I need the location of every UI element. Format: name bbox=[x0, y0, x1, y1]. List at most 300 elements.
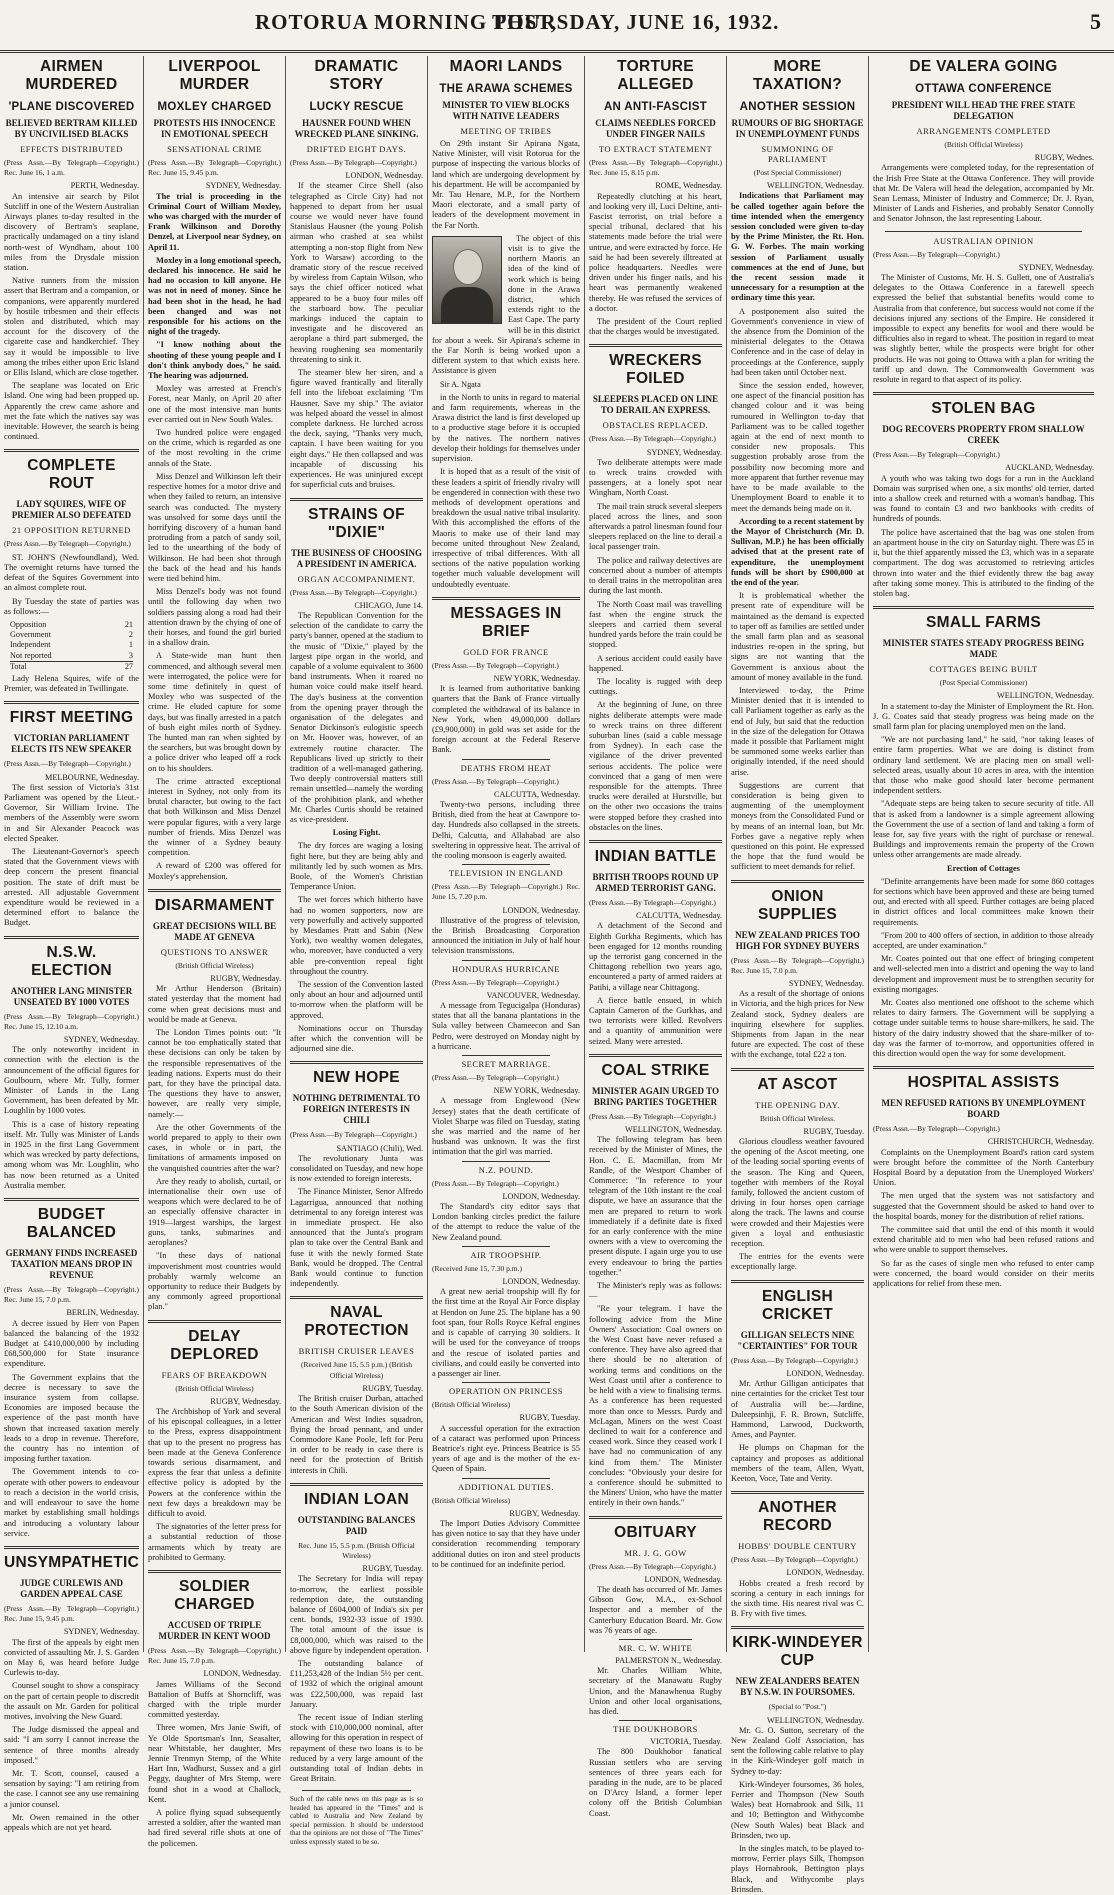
headline: DE VALERA GOING bbox=[909, 58, 1058, 75]
deck: COTTAGES BEING BUILT bbox=[929, 664, 1038, 675]
paragraph: Are the other Governments of the world prepared to apply to their own cases, in whole or in part, the limitations of armaments imposed on the vanquished countries after the war? bbox=[148, 1122, 281, 1173]
subheadline: AUSTRALIAN OPINION bbox=[933, 235, 1034, 246]
dateline: RUGBY, Tuesday. bbox=[362, 1383, 423, 1393]
credit-line: (British Official Wireless) bbox=[432, 1495, 511, 1505]
paragraph: James Williams of the Second Battalion of Buffs at Shorncliff, was charged with the triple murder committed yesterday. bbox=[148, 1679, 281, 1720]
article-divider bbox=[4, 701, 139, 704]
paragraph: Counsel sought to show a conspiracy on the part of certain people to discredit the assault on Mr. Garden for political motives, involving the New Guard. bbox=[4, 1681, 139, 1721]
deck: NEW ZEALANDERS BEATEN BY N.S.W. IN FOURSOMES. bbox=[735, 1676, 860, 1698]
paragraph: Mr. Coates also mentioned one offshoot to the scheme which relates to dairy farmers. The Government will be supplying a cottage under suitable terms to house share-milkers, he said. The history of the dairy industry showed that the share-milker of to-day was the farmer of to-morrow, and opportunities offered in this direction would open the way for some development. bbox=[873, 998, 1094, 1059]
deck: VICTORIAN PARLIAMENT ELECTS ITS NEW SPEAKER bbox=[11, 733, 132, 755]
article-divider bbox=[731, 1491, 864, 1494]
article-maori-lands bbox=[432, 58, 580, 590]
paragraph: The first of the appeals by eight men convicted of assaulting Mr. J. S. Garden on May 6, was heard before Judge Curlewis to-day. bbox=[4, 1637, 139, 1678]
headline: ANOTHER RECORD bbox=[758, 1499, 837, 1535]
deck: BRITISH TROOPS ROUND UP ARMED TERRORIST GANG. bbox=[592, 871, 719, 893]
party-count: 2 bbox=[128, 630, 133, 640]
table-total-row bbox=[10, 661, 133, 672]
article-obituary bbox=[589, 1524, 722, 1819]
credit-line: (Press Assn.—By Telegraph—Copyright.) bbox=[290, 158, 417, 167]
article-wreckers-foiled bbox=[589, 352, 722, 833]
paragraph: ST. JOHN'S (Newfoundland), Wed. The overnight returns have turned the defeat of the Squires Government into an almost complete rout. bbox=[4, 552, 139, 593]
credit-line: (Press Assn.—By Telegraph—Copyright.) bbox=[432, 1178, 559, 1188]
dateline: CALCUTTA, Wednesday. bbox=[635, 911, 722, 921]
dateline: RUGBY, Wednesday. bbox=[210, 1396, 281, 1406]
dateline: LONDON, Wednesday. bbox=[203, 1669, 281, 1679]
paragraph: On 29th instant Sir Apirana Ngata, Native Minister, will visit Rotorua for the purpose of inspecting the various blocks of land which are undergoing development by his department. He will be accompanied by Mr. Tau Henare, M.P., for the Northern Maori electorate, and a small party of leaders of the development movement in the Far North. bbox=[432, 139, 580, 230]
paragraph: Moxley was arrested at French's Forest, near Manly, on April 20 after one of the most intensive man hunts ever carried out in New South Wales. bbox=[148, 384, 281, 424]
article-small-farms bbox=[873, 614, 1094, 1059]
paragraph: A decree issued by Herr von Papen balanced the balancing of the 1932 Budget at £410,000,000 by including £68,500,000 for State insurance expenditure. bbox=[4, 1318, 139, 1369]
paragraph: Two hundred police were engaged on the crime, which is regarded as one of the most revolting in the crime annals of the State. bbox=[148, 428, 281, 468]
dateline: VANCOUVER, Wednesday. bbox=[486, 990, 580, 1000]
credit-line: (Press Assn.—By Telegraph—Copyright.) bbox=[589, 1561, 716, 1571]
article-divider bbox=[873, 392, 1094, 395]
paragraph: Mr Arthur Henderson (Britain) stated yesterday that the moment had come when great decisions must and would be made at Geneva. bbox=[148, 984, 281, 1024]
credit-line: (Press Assn.—By Telegraph—Copyright.) bbox=[589, 434, 716, 444]
credit-line: (British Official Wireless) bbox=[432, 1400, 511, 1410]
divider bbox=[462, 759, 550, 760]
subheadline: ANOTHER SESSION bbox=[739, 101, 856, 113]
paragraph: The signatories of the letter press for a substantial reduction of those armaments which by treaty are prohibited to Germany. bbox=[148, 1522, 281, 1562]
headline: AT ASCOT bbox=[757, 1075, 838, 1093]
divider bbox=[462, 1478, 550, 1479]
article-another-record bbox=[731, 1499, 864, 1619]
paragraph: A great new aerial troopship will fly for the first time at the Royal Air Force display at Hendon on June 25. The biplane has a 90 foot span, four Rolls Royce Kefral engines and is capable of carrying 30 soldiers. It will be used for the conveyance of troops and the rescue of isolated parties and civilians, and could easily be converted into a passenger air liner. bbox=[432, 1287, 580, 1378]
article-de-valera-going bbox=[873, 58, 1094, 225]
deck: THE OPENING DAY. bbox=[755, 1099, 840, 1110]
credit-line: (British Official Wireless) bbox=[175, 1383, 254, 1393]
article-first-meeting bbox=[4, 709, 139, 928]
dateline: RUGBY, Wednesday. bbox=[509, 1508, 580, 1518]
paragraph: Kirk-Windeyer foursomes, 36 holes, Ferrier and Thompson (New South Wales) beat Hornabrook and Silk, 11 and 10; Bettington and Withycombe (New South Wales) beat Black and Brinsden, two up. bbox=[731, 1779, 864, 1840]
headline: TORTURE ALLEGED bbox=[617, 58, 694, 93]
paragraph: Mr. Charles William White, secretary of the Manawatu Rugby Union, and the Manawhenua Rugby Union and other local organisations, has died. bbox=[589, 1666, 722, 1716]
paragraph: The police and railway detectives are concerned about a number of attempts to derail trains in the metropolitan area during the last month. bbox=[589, 555, 722, 596]
headline: STOLEN BAG bbox=[931, 400, 1036, 418]
article-divider bbox=[148, 1320, 281, 1323]
dateline: NEW YORK, Wednesday. bbox=[493, 1086, 580, 1096]
article-messages-in-brief bbox=[432, 605, 580, 1570]
article-unsympathetic bbox=[4, 1554, 139, 1833]
headline: DELAY DEPLORED bbox=[170, 1327, 259, 1363]
dateline: PALMERSTON N., Wednesday. bbox=[615, 1655, 722, 1665]
dateline: LONDON, Wednesday. bbox=[502, 1191, 580, 1201]
party-count: 1 bbox=[128, 640, 133, 650]
paragraph: The outstanding balance of £11,253,428 of the Indian 5½ per cent. of 1932 of which the original amount was £22,500,000, was repaid last January. bbox=[290, 1658, 423, 1709]
paragraph: Twenty-two persons, including three British, died from the heat at Cawnpore to-day. Hundreds also collapsed in the streets. Delhi, Calcutta, and Allahabad are also sweltering in oppressive heat. The arrival of the cooling monsoon is eagerly awaited. bbox=[432, 799, 580, 860]
paragraph: The first session of Victoria's 31st Parliament was opened by the Lieut.-Governor, Sir William Irvine. The members of the Assembly were sworn in and Sir Alexander Peacock was elected Speaker. bbox=[4, 782, 139, 843]
paragraph: An intensive air search by Pilot Sutcliff in one of the Western Australian Airways planes to-day resulted in the discovery of Bertram's seaplane, practically undamaged on a tiny island north-west of Wyndham, about 100 miles from the Drysdale mission station. bbox=[4, 191, 139, 273]
headline: COAL STRIKE bbox=[601, 1061, 710, 1079]
subheadline: OTTAWA CONFERENCE bbox=[915, 83, 1052, 95]
brief-heading: ADDITIONAL DUTIES. bbox=[457, 1481, 555, 1492]
headline: WRECKERS FOILED bbox=[609, 352, 702, 388]
party-count: 3 bbox=[128, 650, 133, 660]
paragraph: The recent issue of Indian sterling stock with £10,000,000 nominal, after allowing for this operation in respect of repayment of these two loans is to be reduced by a very large amount of the outstanding total of Indian debts in Great Britain. bbox=[290, 1712, 423, 1784]
deck: SLEEPERS PLACED ON LINE TO DERAIL AN EXPRESS. bbox=[592, 394, 719, 416]
paragraph: The object of this visit is to give the northern Maoris an idea of the kind of work which is being done in the Arawa district, which extends right to the East Cape. The party will be in this district for about a week. Sir Apirana's scheme in the Far North is being worked upon a different system to that which exists here. Assistance is given bbox=[432, 233, 580, 376]
credit-line: (Press Assn.—By Telegraph—Copyright.) bbox=[4, 539, 131, 549]
paragraph: The Minister's reply was as follows:— bbox=[589, 1281, 722, 1301]
deck: JUDGE CURLEWIS AND GARDEN APPEAL CASE bbox=[19, 1577, 124, 1599]
paragraph: The dry forces are waging a losing fight here, but they are being ably and militantly led by such women as Mrs. Boole, of the Women's Christian Temperance Union. bbox=[290, 841, 423, 892]
article-onion-supplies bbox=[731, 888, 864, 1061]
brief-heading: SECRET MARRIAGE. bbox=[461, 1059, 551, 1070]
brief-heading: AIR TROOPSHIP. bbox=[470, 1249, 542, 1260]
subhead: Losing Fight. bbox=[332, 828, 381, 838]
deck: HAUSNER FOUND WHEN WRECKED PLANE SINKING. bbox=[294, 118, 419, 139]
paragraph: The Archbishop of York and several of his episcopal colleagues, in a letter to the Press, express disappointment that up to the present no progress has been made at the Geneva Conference towards serious disarmament, and express the fear that unless a definite effective policy is adopted by the Powers at the conference within the next few days a breakdown may be difficult to avoid. bbox=[148, 1406, 281, 1518]
headline: OBITUARY bbox=[614, 1523, 697, 1541]
headline: INDIAN LOAN bbox=[304, 1490, 409, 1508]
headline: N.S.W. ELECTION bbox=[31, 943, 112, 979]
deck: RUMOURS OF BIG SHORTAGE IN UNEMPLOYMENT FUNDS bbox=[731, 118, 864, 139]
paragraph: The revolutionary Junta was consolidated on Tuesday, and new hope is now extended to foreign interests. bbox=[290, 1153, 423, 1184]
article-divider bbox=[290, 498, 423, 501]
paragraph: The Judge dismissed the appeal and said: "I am sorry I cannot increase the sentence of three months already imposed." bbox=[4, 1725, 139, 1765]
masthead bbox=[0, 0, 1114, 53]
paragraph: This is a case of history repeating itself. Mr. Tully was Minister of Lands in 1925 in the first Lang Government which was wrecked by party defections, among whom was Mr. Loughlin, who has now been returned as a United Australia member. bbox=[4, 1119, 139, 1190]
paragraph: The following telegram has been received by the Minister of Mines, the Hon. C. E. Macmillan, from Mr Randle, of the Westport Chamber of Commerce: "In reference to your telegram of the 10th instant re the coal dispute, we have an assurance that the men are prepared to return to work immediately if a definite date is fixed for an early conference with the mine owners with a view to overcoming the present dispute. I again urge you to use every endeavour to bring the parties together." bbox=[589, 1135, 722, 1277]
dateline: SYDNEY, Wednesday. bbox=[788, 979, 864, 989]
article-divider bbox=[873, 606, 1094, 609]
deck: PRESIDENT WILL HEAD THE FREE STATE DELEGATION bbox=[891, 100, 1076, 121]
credit-line: (British Official Wireless) bbox=[175, 960, 254, 970]
credit-line: (Press Assn.—By Telegraph—Copyright.) bbox=[731, 1555, 858, 1565]
paragraph: The Republican Convention for the selection of the candidate to carry the party's banner, opened at the stadium to the music of "Dixie," played by the largest pipe organ in the world, and capable of a volume equivalent to 3600 band instruments. When it roared no human voice could make itself heard. The day's business at the convention from the opening prayer through the organisation of the delegates and Senator Dickinson's eulogistic speech on Mr. Hoover was, however, of an extremely routine character. The Republicans lived up strictly to their tradition of a well-managed gathering. Two deeply controversial matters still remain unsettled—namely the wording of the prohibition plank, and whether Mr. Charles Curtis should be retained as vice-president. bbox=[290, 610, 423, 824]
paragraph: "Definite arrangements have been made for some 860 cottages for sections which have been approved and these are being turned out, and erected with all speed. Further cottages are being placed in district offices and local committees make known their requirements. bbox=[873, 876, 1094, 927]
dateline: WELLINGTON, Wednesday. bbox=[997, 691, 1094, 701]
paragraph: It is hoped that as a result of the visit of these leaders a spirit of friendly rivalry will be engendered in connection with these two methods of development operations and breakdown the usual native tribal insularity. With this accomplished the efforts of the Maoris to make use of their land may become united throughout New Zealand, irrespective of tribal differences. With all sections of the native population working together much valuable development will undoubtedly eventuate. bbox=[432, 467, 580, 589]
divider bbox=[462, 1161, 550, 1162]
divider bbox=[462, 960, 550, 961]
paragraph: In a statement to-day the Minister of Employment the Rt. Hon. J. G. Coates said that steady progress was being made on the small farm plan for placing unemployed men on the land. bbox=[873, 701, 1094, 731]
headline: MESSAGES IN BRIEF bbox=[450, 604, 562, 640]
paragraph: The Import Duties Advisory Committee has given notice to say that they have under consideration recommending temporary additional duties on iron and steel products to be continued for an indefinite period. bbox=[432, 1518, 580, 1569]
credit-line: (Press Assn.—By Telegraph—Copyright.) Rec. June 15, 7.0 p.m. bbox=[4, 1285, 139, 1305]
portrait-photo bbox=[432, 236, 502, 324]
subhead: Erection of Cottages bbox=[947, 863, 1020, 873]
dateline: LONDON, Wednesday. bbox=[502, 905, 580, 915]
headline: DRAMATIC STORY bbox=[314, 58, 399, 93]
deck: GREAT DECISIONS WILL BE MADE AT GENEVA bbox=[152, 920, 277, 942]
article-soldier-charged bbox=[148, 1578, 281, 1849]
headline: LIVERPOOL MURDER bbox=[168, 58, 261, 93]
article-liverpool-murder bbox=[148, 58, 281, 882]
credit-line: (Post Special Commissioner) bbox=[939, 678, 1028, 688]
credit-line: (Press Assn.—By Telegraph—Copyright.) bbox=[432, 977, 559, 987]
article-complete-rout bbox=[4, 457, 139, 694]
article-divider bbox=[4, 449, 139, 452]
paragraph: Indications that Parliament may be called together again before the time intended when the emergency session concluded were given to-day by the Prime Minister, the Rt. Hon. G. W. Forbes. The main working session of Parliament usually commences at the end of June, but the recent session made it unnecessary for a resumption at the ordinary time this year. bbox=[731, 191, 864, 303]
headline: COMPLETE ROUT bbox=[27, 457, 116, 493]
paragraph: Interviewed to-day, the Prime Minister denied that it is intended to call Parliament together as early as the end of July, but said that the reduction in the size of the delegation for Ottawa made it possible that Parliament might be summoned some weeks earlier than originally intended, if the need should arise. bbox=[731, 685, 864, 777]
brief-heading: N.Z. POUND. bbox=[478, 1164, 534, 1175]
article-indian-loan bbox=[290, 1491, 423, 1847]
paragraph: Mr. Coates pointed out that one effect of bringing competent and well-selected men into a district and opening the way to land development and improvement must be to strengthen security for existing mortgages. bbox=[873, 954, 1094, 994]
paragraph: A fierce battle ensued, in which Captain Cameron of the Gurkhas, and two terrorists were killed. Revolvers and a quantity of ammunition were seized. Many were arrested. bbox=[589, 995, 722, 1046]
deck: GILLIGAN SELECTS NINE "CERTAINTIES" FOR TOUR bbox=[737, 1329, 858, 1351]
brief-heading: GOLD FOR FRANCE bbox=[463, 646, 549, 657]
paragraph: Glorious cloudless weather favoured the opening of the Ascot meeting, one of the leading social sporting events of the season. The King and Queen, together with members of the Royal family, followed the ancient custom of driving in four horses open carriage along the track. The lawns and course were crowded and their Majesties were given a loyal and enthusiastic reception. bbox=[731, 1137, 864, 1249]
deck: TO EXTRACT STATEMENT bbox=[598, 144, 713, 154]
credit-line: (Press Assn.—By Telegraph—Copyright.) Rec. June 15, 9.45 p.m. bbox=[148, 158, 281, 178]
paragraph: Mr. G. O. Sutton, secretary of the New Zealand Golf Association, has sent the following cable relative to play in the Kirk-Windeyer golf match in Sydney to-day: bbox=[731, 1725, 864, 1776]
deck: QUESTIONS TO ANSWER bbox=[160, 946, 269, 957]
divider bbox=[462, 1382, 550, 1383]
paragraph: The British cruiser Durban, attached to the South American division of the American and West Indies squadron, flying the broad pennant, and under Commodore Kane Poole, left for Peru in order to be ready in case there is need for the protection of British interests in Chili. bbox=[290, 1394, 423, 1475]
paragraph: Hobbs created a fresh record by scoring a century in each innings for the sixth time. His nearest rival was C. B. Fry with five times. bbox=[731, 1578, 864, 1619]
paragraph: The seaplane was located on Eric Island. One wing had been propped up. Apparently the crew came ashore and met the fate which the natives say was inevitable. However, the search is being continued. bbox=[4, 381, 139, 442]
paragraph: Mr. T. Scott, counsel, caused a sensation by saying: "I am retiring from the case. I cannot see any use remaining a junior counsel. bbox=[4, 1768, 139, 1809]
article-divider bbox=[873, 1066, 1094, 1069]
paragraph: A detachment of the Second and Eighth Gurkha Regiments, which has been engaged for 12 months rounding up the terrorist gang concerned in the Chittagong rebellion two years ago, encountered a party of armed raiders at Patihi, a village near Chittagong. bbox=[589, 921, 722, 992]
paragraph: Since the session ended, however, one aspect of the financial position has changed colour and it was being rumoured in Wellington to-day that Parliament was to be called together again at the end of next month to consider new proposals. This suggestion probably arose from the possibility now becoming more and more apparent that further revenue may have to be made available to the Unemployment Board to enable it to meet the demands being made on it. bbox=[731, 381, 864, 513]
total-count: 27 bbox=[113, 661, 133, 672]
deck: EFFECTS DISTRIBUTED bbox=[20, 144, 123, 154]
paragraph: The crime attracted exceptional interest in Sydney, not only from its brutal character, but owing to the fact that both Wilkinson and Miss Denzel were popular figures, with a very large number of friends. Miss Denzel was the winner of a Sydney beauty competition. bbox=[148, 776, 281, 858]
paragraph: Mr. Arthur Gilligan anticipates that nine certainties for the cricket Test tour of Australia will be:—Jardine, Duleepsinhji, F. R. Brown, Sutcliffe, Hammond, Larwood, Duckworth, Ames, and Paynter. bbox=[731, 1379, 864, 1440]
article-at-ascot bbox=[731, 1076, 864, 1273]
paragraph: Moxley in a long emotional speech, declared his innocence. He said he had no occasion to kill anyone. He was not in need of money. Since he had been shot in the head, he had been changed and was not responsible for his actions on the night of the tragedy. bbox=[148, 255, 281, 337]
deck: OUTSTANDING BALANCES PAID bbox=[297, 1514, 416, 1536]
column-7 bbox=[869, 56, 1114, 1652]
headline: NAVAL PROTECTION bbox=[304, 1304, 409, 1340]
paragraph: A police flying squad subsequently arrested a soldier, after the wanted man had fired several rifle shots at one of the policemen. bbox=[148, 1808, 281, 1848]
dateline: PERTH, Wednesday. bbox=[70, 181, 139, 191]
deck: HOBBS' DOUBLE CENTURY bbox=[738, 1541, 857, 1552]
paragraph: The locality is rugged with deep cuttings. bbox=[589, 676, 722, 697]
credit-line: (Press Assn.—By Telegraph—Copyright.) Rec. June 15, 12.10 a.m. bbox=[4, 1011, 139, 1031]
column-5 bbox=[585, 56, 726, 1818]
deck: ARRANGEMENTS COMPLETED bbox=[916, 126, 1051, 136]
credit-line: (Press Assn.—By Telegraph—Copyright.) Rec. June 15, 7.20 p.m. bbox=[432, 882, 580, 902]
paragraph: Miss Denzel's body was not found until the following day when two soldiers passing along a road had their attention drawn by the chying of one of their horses, and found the girl buried in a shallow drain. bbox=[148, 587, 281, 648]
total-label: Total bbox=[10, 661, 113, 672]
column-1 bbox=[0, 56, 143, 1832]
deck: MEETING OF TRIBES bbox=[460, 126, 552, 136]
dateline: RUGBY, Wednes. bbox=[1034, 153, 1094, 163]
credit-line: (Press Assn.—By Telegraph—Copyright.) bbox=[731, 1355, 858, 1365]
headline: BUDGET BALANCED bbox=[26, 1206, 117, 1242]
headline: FIRST MEETING bbox=[9, 709, 134, 727]
credit-line: (Press Assn.—By Telegraph—Copyright.) bbox=[290, 587, 417, 597]
article-divider bbox=[290, 1483, 423, 1486]
table-row bbox=[10, 630, 133, 640]
headline: DISARMAMENT bbox=[154, 896, 275, 914]
dateline: LONDON, Wednesday. bbox=[644, 1574, 722, 1584]
dateline: RUGBY, Tuesday. bbox=[519, 1413, 580, 1423]
paragraph: Mr. Owen remained in the other appeals which are not yet heard. bbox=[4, 1812, 139, 1832]
paragraph: "Adequate steps are being taken to secure security of title. All that is asked from a landowner is a simple agreement allowing the Government the use of a section of land and taking a form of lease for, say five years with the right of purchase or renewal. Buildings and improvements remain the property of the Crown unless other arrangements are made already. bbox=[873, 799, 1094, 860]
paragraph: Two deliberate attempts were made to wreck trains crowded with passengers, at a lonely spot near Wingham, North Coast. bbox=[589, 457, 722, 498]
column-2 bbox=[144, 56, 285, 1848]
paragraph: The London Times points out: "It cannot be too emphatically stated that these decisions can only be taken by the responsible representatives of the leading nations. Experts must do their part, for they have the principal data. The questions they have to answer, however, are really very simple, namely:— bbox=[148, 1028, 281, 1119]
deck: GERMANY FINDS INCREASED TAXATION MEANS DROP IN REVENUE bbox=[5, 1248, 138, 1281]
paragraph: The trial is proceeding in the Criminal Court of William Moxley, who was charged with the murder of Frank Wilkinson and Dorothy Denzel, at Liverpool near Sydney, on April 11. bbox=[148, 191, 281, 252]
dateline: LONDON, Wednesday. bbox=[786, 1568, 864, 1578]
party-count: 21 bbox=[124, 619, 133, 629]
paragraph: The steamer blew her siren, and a figure waved frantically and literally fell into the lifeboat exclaiming "I'm Hausner. Save my ship." The aviator was helped aboard the vessel in almost complete darkness. He lurched across the deck, saying, "Thanks very much, captain. I have been waiting for you eight days." He then collapsed and was incapable of discussing his experiences. He was uninjured except for superficial cuts and bruises. bbox=[290, 368, 423, 490]
dateline: VICTORIA, Tuesday. bbox=[650, 1737, 722, 1747]
paragraph: A serious accident could easily have happened. bbox=[589, 653, 722, 673]
subheadline: LUCKY RESCUE bbox=[309, 101, 404, 113]
article-divider bbox=[589, 344, 722, 347]
deck: NOTHING DETRIMENTAL TO FOREIGN INTERESTS IN CHILI bbox=[292, 1093, 421, 1126]
obituary-heading: MR. J. G. GOW bbox=[624, 1547, 687, 1558]
paragraph: He plumps on Chapman for the captaincy and proposes as additional members of the team, Allen, Wyatt, Keeton, Voce, Tate and Verity. bbox=[731, 1443, 864, 1483]
headline: KIRK-WINDEYER CUP bbox=[732, 1634, 863, 1670]
deck: ANOTHER LANG MINISTER UNSEATED BY 1000 VOTES bbox=[10, 985, 133, 1007]
dateline: SYDNEY, Wednesday. bbox=[63, 1034, 139, 1044]
paragraph: Arrangements were completed today, for the representation of the Irish Free State at the Ottawa Conference. They will provide that Mr. De Valera will head the delegation, accompanied by Mr. Sean Lemass, Minister of Industry and Commerce; Dr. J. Ryan, Minister of Lands and Fisheries, and probably Senator Connolly and Senator Johnson, the last representing Labour. bbox=[873, 163, 1094, 224]
credit-line: (Press Assn.—By Telegraph—Copyright.) Rec. June 15, 8.15 p.m. bbox=[589, 158, 722, 178]
dateline: CHRISTCHURCH, Wednesday. bbox=[987, 1137, 1094, 1147]
paragraph: A successful operation for the extraction of a cataract was performed upon Princess Beatrice's right eye. Princess Beatrice is 55 years of age and is the mother of the ex-Queen of Spain. bbox=[432, 1423, 580, 1474]
paragraph: A reward of £200 was offered for Moxley's apprehension. bbox=[148, 861, 281, 881]
article-new-hope bbox=[290, 1069, 423, 1289]
credit-line: (Press Assn.—By Telegraph—Copyright.) bbox=[4, 759, 131, 769]
paragraph: Nominations occur on Thursday after which the convention will be adjourned sine die. bbox=[290, 1023, 423, 1054]
paragraph: It is problematical whether the present rate of expenditure will be maintained as the demand is expected to taper off as families are settled under the small farm plan and as seasonal industries re-open in the spring, but signs are not wanting that the Government is anxious about the amount of money available in the fund. bbox=[731, 591, 864, 682]
deck: MEN REFUSED RATIONS BY UNEMPLOYMENT BOARD bbox=[881, 1098, 1086, 1120]
headline: SMALL FARMS bbox=[926, 614, 1041, 632]
credit-line: (Special to "Post.") bbox=[768, 1702, 827, 1712]
headline: MORE TAXATION? bbox=[752, 58, 843, 93]
paragraph: Complaints on the Unemployment Board's ration card system were brought before the committee of the North Canterbury Hospital Board by a deputation from the Unemployed Workers' Union. bbox=[873, 1147, 1094, 1188]
article-divider bbox=[148, 889, 281, 892]
dateline: LONDON, Wednesday. bbox=[502, 1277, 580, 1287]
paragraph: Illustrative of the progress of television, the British Broadcasting Corporation announced the initiation in July of half hour television transmissions. bbox=[432, 915, 580, 956]
credit-line: (Received June 15, 5.5 p.m.) (British Official Wireless) bbox=[300, 1360, 413, 1380]
dateline: RUGBY, Wednesday. bbox=[210, 974, 281, 984]
paragraph: The Minister of Customs, Mr. H. S. Gullett, one of Australia's delegates to the Ottawa Conference in a farewell speech expressed the belief that substantial benefits would come to Australia from that conference, but success would not come if the decisions injured any sections of the Empire. He considered it impossible to expect any benefits for wool and there would be difficulties also in regard to wheat. The position in regard to meat was slightly better, while the prospects were bright for other products. He was not going to Ottawa with a plan for writing the tariff up and down. The Commonwealth Government was resolute in regard to that aspect of its policy. bbox=[873, 273, 1094, 385]
brief-heading: OPERATION ON PRINCESS bbox=[449, 1386, 563, 1397]
credit-line: (Post Special Commissioner) bbox=[753, 168, 842, 177]
dateline: LONDON, Wednesday. bbox=[345, 171, 423, 181]
divider bbox=[885, 231, 1082, 232]
paragraph: The president of the Court replied that the charges would be investigated. bbox=[589, 317, 722, 337]
paragraph: If the steamer Circe Shell (also telegraphed as Circle City) had not happened to depart from her usual course we would never have found Stanislaus Hausner (the young Polish airman who crashed at sea whilst attempting a non-stop flight from New York to Warsaw) according to the dramatic story of the rescue received by wireless from Captain Wilson, who says the chief officer noticed what appeared to be a buoy four miles off the starboard bow. The peculiar markings induced the captain to investigate and he discovered an aeroplane a third part submerged, the heaving roughening sea momentarily threatening to sink it. bbox=[290, 181, 423, 364]
article-delay-deplored bbox=[148, 1328, 281, 1563]
photo-caption: Sir A. Ngata bbox=[440, 379, 481, 389]
paragraph: Three women, Mrs Janie Swift, of Ye Olde Sportsman's Inn, Seasalter, near Whitstable, her daughter, Mrs Jennie Trenmyn Stemp, of the White Hart Inn, Wadhurst, Sussex and a girl Peggy, daughter of Mrs Stemp, were found shot in a wood at Challock, Kent. bbox=[148, 1723, 281, 1804]
dateline: SYDNEY, Wednesday. bbox=[63, 1627, 139, 1637]
article-divider bbox=[432, 597, 580, 600]
deck: MINISTER TO VIEW BLOCKS WITH NATIVE LEADERS bbox=[442, 100, 570, 121]
article-strains-of-dixie bbox=[290, 506, 423, 1055]
article-more-taxation bbox=[731, 58, 864, 873]
paragraph: The mail train struck several sleepers placed across the lines, and soon afterwards a patrol linesman found four sleepers replaced on the line to derail a local passenger train. bbox=[589, 501, 722, 552]
deck: SENSATIONAL CRIME bbox=[167, 144, 262, 154]
paragraph: The Government explains that the decree is necessary to save the insurance system from collapse. Economies are imposed because the experience of the past month have shown that increased taxation merely leads to a drop in revenue. Therefore, the country has no intention of imposing further taxation. bbox=[4, 1372, 139, 1464]
portrait-face bbox=[453, 249, 483, 285]
portrait-suit bbox=[441, 287, 493, 323]
paragraph: Native runners from the mission assert that Bertram and a companion, or companions, were apparently murdered by hostile tribesmen and their effects stolen and distributed, which may account for the discovery of the cigarette case and handkerchief. They say it would be impossible to live among the tribes either upon Eric Island or Ellis Island, which are close together. bbox=[4, 276, 139, 378]
headline: ONION SUPPLIES bbox=[757, 887, 838, 923]
dateline: WELLINGTON, Wednesday. bbox=[767, 181, 864, 191]
subheadline: THE ARAWA SCHEMES bbox=[439, 83, 573, 95]
deck: NEW ZEALAND PRICES TOO HIGH FOR SYDNEY BUYERS bbox=[735, 929, 860, 951]
party-label: Opposition bbox=[10, 619, 47, 629]
paragraph: By Tuesday the state of parties was as follows:— bbox=[4, 596, 139, 616]
subheadline: 'PLANE DISCOVERED bbox=[8, 101, 135, 113]
paragraph: in the North to units in regard to material and farm requirements, whereas in the Arawa district the land is first developed up to a productive stage before it is occupied by the natives. The northern natives develop their holdings for themselves under supervision. bbox=[432, 392, 580, 464]
article-coal-strike bbox=[589, 1062, 722, 1509]
paragraph: So far as the cases of single men who refused to enter camp were concerned, the board would consider on their merits applications for relief from these men. bbox=[873, 1258, 1094, 1289]
article-divider bbox=[4, 1198, 139, 1201]
page-number: 5 bbox=[1090, 9, 1101, 34]
column-3 bbox=[286, 56, 427, 1846]
headline: STRAINS OF "DIXIE" bbox=[308, 505, 405, 541]
credit-line: (Received June 15, 7.30 p.m.) bbox=[432, 1263, 522, 1273]
deck: DOG RECOVERS PROPERTY FROM SHALLOW CREEK bbox=[882, 424, 1085, 446]
credit-line: (Press Assn.—By Telegraph—Copyright.) Rec. June 15, 9.45 p.m. bbox=[4, 1603, 139, 1624]
divider bbox=[619, 1720, 692, 1721]
article-disarmament bbox=[148, 897, 281, 1313]
paragraph: Miss Denzel and Wilkinson left their respective homes for a motor drive and when they failed to return, an intensive search was conducted. The mystery was unsolved for some days until the horrifying discovery of a human hand protruding from a patch of sandy soil, led to the unearthing of the body of Wilkinson. He had been shot through the back of the head and his hands were tied behind him. bbox=[148, 471, 281, 583]
paragraph: Repeatedly clutching at his heart, and looking very ill, Luci Deltine, anti-Fascist terrorist, on trial before a special tribunal, declared that his statements made before the trial were untrue, and were extracted by force. He said he had been severely illtreated at police headquarters. Needles were driven under his finger nails, and his heart was permanently weakened thereby. He was refused the services of a doctor. bbox=[589, 191, 722, 313]
article-divider bbox=[731, 1626, 864, 1629]
paragraph: The only noteworthy incident in connection with the election is the announcement of the official figures for Goulbourn, where Mr. Tully, former Minister of Lands in the Lang Government, has been defeated by Mr. Loughlin by 1000 votes. bbox=[4, 1045, 139, 1116]
paragraph: It is learned from authoritative banking quarters that the Bank of France virtually completed the withdrawal of its balance in New York, when 49,000,000 dollars (£9,900,000) in gold was set aside for the foreign account at the Federal Reserve Bank. bbox=[432, 684, 580, 755]
article-divider bbox=[589, 1054, 722, 1057]
paragraph: A postponement also suited the Government's convenience in view of the absence from the Dominion of the ministerial delegates to the Ottawa Conference and in the case of delay in proceedings at the Conference, supply had been taken until October next. bbox=[731, 306, 864, 377]
paragraph: The Secretary for India will repay to-morrow, the earliest possible redemption date, the outstanding balance of £604,000 of India's six per cent. bonds, 1932-33 issue of 1930. The total amount of the issue is £8,000,000, which was raised to the above figure by independent operation. bbox=[290, 1574, 423, 1655]
credit-line: (Press Assn.—By Telegraph—Copyright.) bbox=[432, 660, 559, 670]
headline: UNSYMPATHETIC bbox=[4, 1553, 140, 1571]
article-kirk-windeyer-cup bbox=[731, 1634, 864, 1895]
headline: MAORI LANDS bbox=[449, 58, 563, 75]
article-divider bbox=[731, 1280, 864, 1283]
divider bbox=[619, 1639, 692, 1640]
article-divider bbox=[148, 1570, 281, 1573]
paragraph: The Finance Minister, Senor Alfredo Lagarrigua, announced that nothing detrimental to any foreign interest was in immediate prospect. He also announced that the Junta's program plan to take over the Central Bank and fuse it with the newly formed State Bank, would be dropped. The Central Bank would continue to function independently. bbox=[290, 1187, 423, 1289]
article-budget-balanced bbox=[4, 1206, 139, 1539]
article-divider bbox=[4, 936, 139, 939]
article-divider bbox=[589, 1516, 722, 1519]
article-australian-opinion bbox=[873, 236, 1094, 386]
party-label: Not reported bbox=[10, 650, 52, 660]
credit-line: (British Official Wireless) bbox=[944, 140, 1023, 149]
deck: ORGAN ACCOMPANIMENT. bbox=[297, 573, 416, 584]
brief-heading: DEATHS FROM HEAT bbox=[460, 762, 552, 773]
headline: HOSPITAL ASSISTS bbox=[907, 1074, 1060, 1092]
deck: FEARS OF BREAKDOWN bbox=[161, 1369, 268, 1380]
dateline: MELBOURNE, Wednesday. bbox=[45, 772, 139, 782]
table-row bbox=[10, 620, 133, 630]
times-copyright-note: Such of the cable news on this page as is so headed has appeared in the "Times" and is cabled to Australia and New Zealand by special permission. It should be understood that the opinions are not those of "The Times" unless expressly stated to be so. bbox=[290, 1795, 423, 1846]
divider bbox=[462, 864, 550, 865]
headline: ENGLISH CRICKET bbox=[762, 1287, 833, 1323]
subheadline: MOXLEY CHARGED bbox=[157, 101, 272, 113]
paragraph: At the beginning of June, on three nights deliberate attempts were made to wreck trains on three different suburban lines (said a cable message from Sydney). In each case the vigilance of the driver prevented serious accidents. The police were convinced that a gang of men were responsible for the attempts. Three trucks were derailed at Hurstville, but on the other two occasions the trains were stopped before they crashed into obstacles on the lines. bbox=[589, 700, 722, 832]
newspaper-title: ROTORUA MORNING POST, bbox=[255, 10, 557, 34]
paragraph: The wet forces which hitherto have had no women supporters, now are very powerfully and actively supported by Mesdames Pratt and Sabin (New York), two wealthy women delegates, who, moreover, have conducted a very able pre-convention repeal fight throughout the country. bbox=[290, 895, 423, 976]
dateline: RUGBY, Tuesday. bbox=[362, 1564, 423, 1574]
paragraph: "Re your telegram. I have the following advice from the Mine Owners' Association: Coal owners on the West Coast have never refused a conference. They have also agreed that there should be no alteration of working terms and conditions on the West Coast until after a conference to be held with a view to finalising terms. As a conference has been requested more than once to Messrs. Purdy and McLagan, Miners on the west Coast declined to wait for a conference and ceased work. Since they ceased work I have had no communication of any kind from them.' The Minister concludes: "Obviously your desire for a conference should be submitted to the Miners' Union, who have the matter entirely in their own hands." bbox=[589, 1304, 722, 1508]
deck: SUMMONING OF PARLIAMENT bbox=[761, 144, 834, 164]
dateline: CALCUTTA, Wednesday. bbox=[493, 789, 580, 799]
deck: MINISTER STATES STEADY PROGRESS BEING MADE bbox=[882, 638, 1085, 660]
article-stolen-bag bbox=[873, 400, 1094, 599]
paragraph: A State-wide man hunt then commenced, and although several men were interrogated, the police were for some time definitely in quest of Moxley who was suspected of the crime. He eluded capture for some days, but was finally arrested in a patch of bush eight miles north of Sydney. The hunted man ran when sighted by the searchers, but was brought down by a police driver who leaped off a rock on to his shoulders. bbox=[148, 651, 281, 773]
article-divider bbox=[290, 1296, 423, 1299]
credit-line: (Press Assn.—By Telegraph—Copyright.) bbox=[290, 1130, 417, 1140]
party-label: Government bbox=[10, 630, 51, 640]
brief-heading: HONDURAS HURRICANE bbox=[452, 963, 560, 974]
